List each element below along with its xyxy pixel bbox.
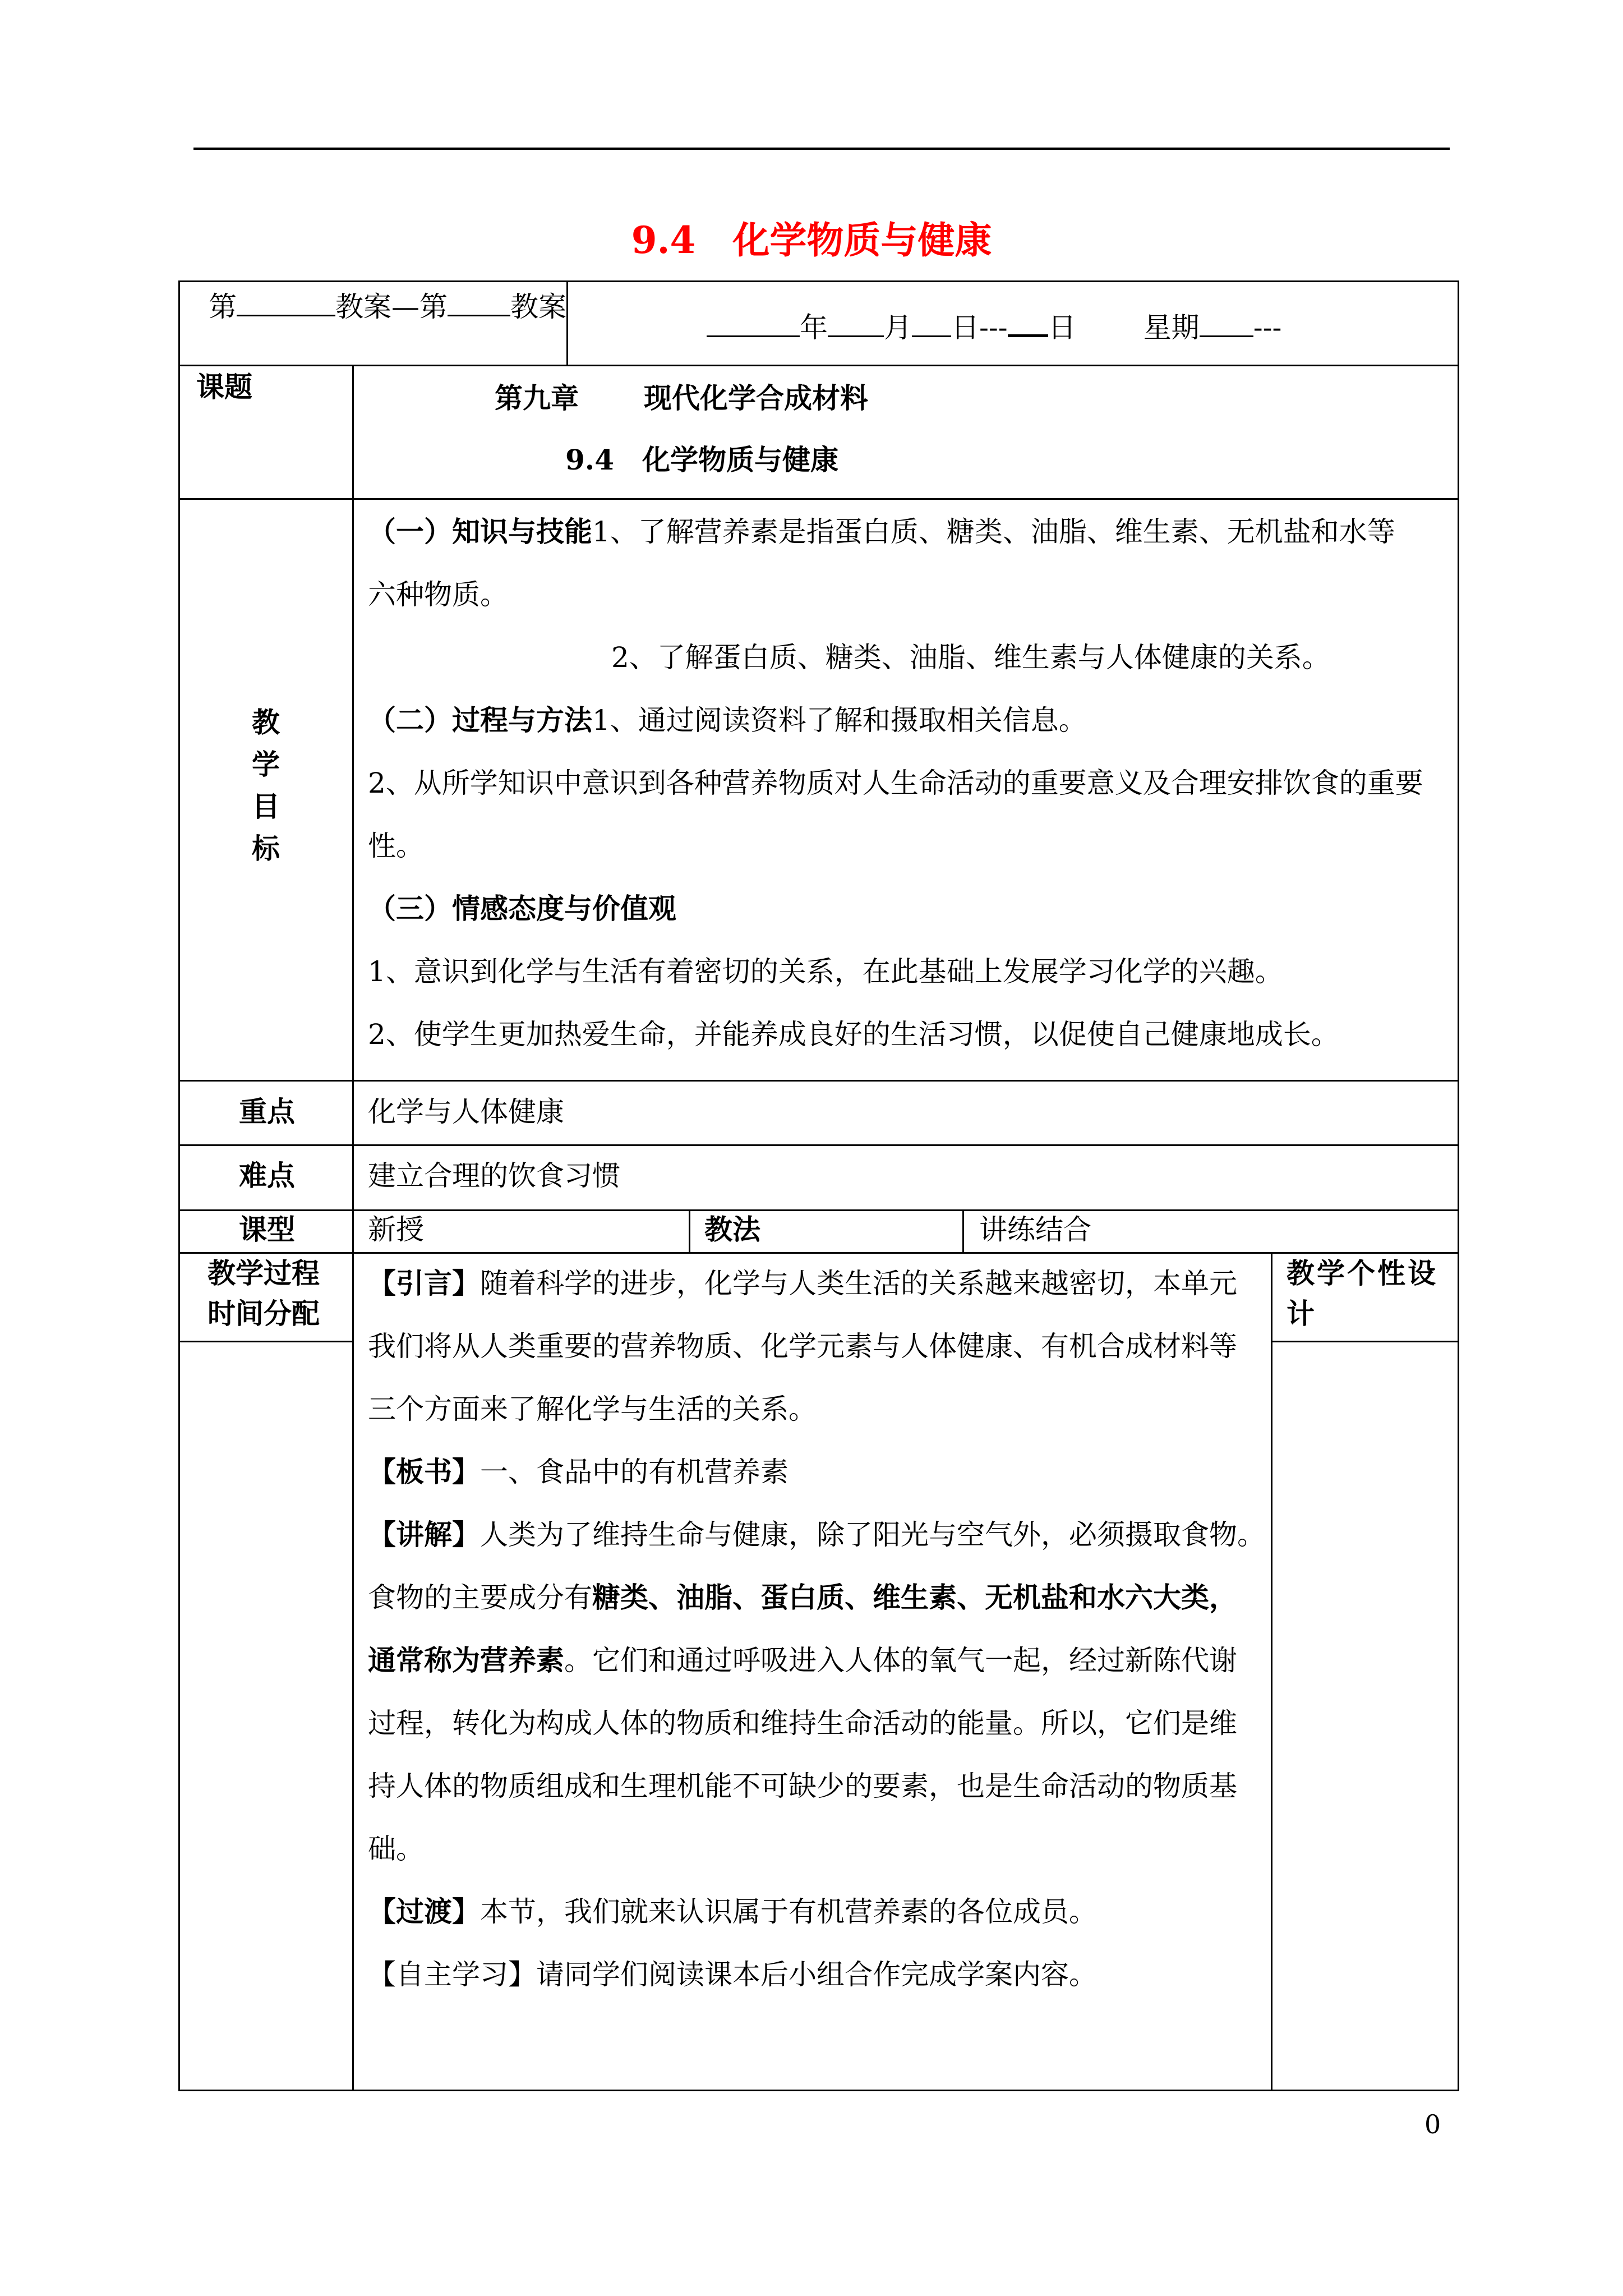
table-line bbox=[178, 498, 1459, 500]
process-time-header: 教学过程 bbox=[208, 1257, 320, 1290]
table-line bbox=[178, 1341, 353, 1342]
objectives-label-char: 目 bbox=[252, 790, 280, 823]
personal-design-header: 计 bbox=[1287, 1297, 1315, 1330]
objective-text: 六种物质。 bbox=[368, 578, 508, 611]
objective-text: 1、意识到化学与生活有着密切的关系，在此基础上发展学习化学的兴趣。 bbox=[368, 955, 1283, 988]
table-line bbox=[352, 365, 354, 2091]
explain-paragraph: 通常称为营养素。它们和通过呼吸进入人体的氧气一起，经过新陈代谢 bbox=[368, 1644, 1237, 1677]
teaching-method-label: 教法 bbox=[704, 1213, 760, 1246]
explain-paragraph: 础。 bbox=[368, 1833, 424, 1865]
teaching-method-value: 讲练结合 bbox=[979, 1213, 1091, 1246]
objectives-label-char: 教 bbox=[252, 706, 280, 739]
key-point-label: 重点 bbox=[239, 1095, 295, 1128]
date-field: 年 月 日--- 日 星期 --- bbox=[707, 307, 1281, 344]
table-line bbox=[1271, 1341, 1459, 1342]
explain-paragraph: 过程，转化为构成人体的物质和维持生命活动的能量。所以，它们是维 bbox=[368, 1707, 1237, 1740]
table-line bbox=[178, 1080, 1459, 1082]
table-line bbox=[178, 1209, 1459, 1211]
intro-paragraph: 我们将从人类重要的营养物质、化学元素与人体健康、有机合成材料等 bbox=[368, 1330, 1237, 1363]
table-line bbox=[178, 1252, 1459, 1254]
table-line bbox=[178, 1144, 1459, 1146]
transition-note: 【过渡】本节，我们就来认识属于有机营养素的各位成员。 bbox=[368, 1895, 1097, 1928]
objectives-label-char: 学 bbox=[252, 748, 280, 781]
lesson-type-value: 新授 bbox=[368, 1213, 424, 1246]
explain-paragraph: 【讲解】人类为了维持生命与健康，除了阳光与空气外，必须摄取食物。 bbox=[368, 1518, 1265, 1551]
objectives-label-char: 标 bbox=[252, 832, 280, 865]
self-study-note: 【自主学习】请同学们阅读课本后小组合作完成学案内容。 bbox=[368, 1958, 1097, 1991]
key-point-value: 化学与人体健康 bbox=[368, 1096, 564, 1128]
objective-text: 2、使学生更加热爱生命，并能养成良好的生活习惯，以促使自己健康地成长。 bbox=[368, 1018, 1339, 1051]
topic-section: 9.4 化学物质与健康 bbox=[565, 443, 838, 476]
table-line bbox=[689, 1209, 690, 1252]
intro-paragraph: 【引言】随着科学的进步，化学与人类生活的关系越来越密切，本单元 bbox=[368, 1267, 1237, 1300]
lesson-type-label: 课型 bbox=[239, 1213, 295, 1246]
process-time-header: 时间分配 bbox=[208, 1297, 320, 1330]
board-note: 【板书】一、食品中的有机营养素 bbox=[368, 1455, 789, 1488]
plan-number-field: 第 教案—第 教案 bbox=[209, 288, 566, 324]
objective-text: 2、了解蛋白质、糖类、油脂、维生素与人体健康的关系。 bbox=[611, 641, 1330, 674]
intro-paragraph: 三个方面来了解化学与生活的关系。 bbox=[368, 1393, 817, 1425]
table-line bbox=[178, 365, 1459, 366]
header-rule bbox=[193, 148, 1450, 150]
difficulty-value: 建立合理的饮食习惯 bbox=[368, 1159, 620, 1192]
table-line bbox=[1271, 1252, 1272, 2091]
topic-label: 课题 bbox=[196, 370, 252, 403]
topic-chapter: 第九章 现代化学合成材料 bbox=[495, 381, 868, 415]
personal-design-header: 教学个性设 bbox=[1287, 1257, 1438, 1290]
page-number: 0 bbox=[1424, 2109, 1441, 2139]
objective-text: 2、从所学知识中意识到各种营养物质对人生命活动的重要意义及合理安排饮食的重要 bbox=[368, 767, 1423, 799]
document-title: 9.4 化学物质与健康 bbox=[631, 218, 992, 262]
table-line bbox=[962, 1209, 964, 1252]
objective-knowledge: （一）知识与技能1、了解营养素是指蛋白质、糖类、油脂、维生素、无机盐和水等 bbox=[368, 515, 1395, 548]
objective-attitude-heading: （三）情感态度与价值观 bbox=[368, 892, 676, 925]
table-line bbox=[566, 280, 568, 365]
explain-paragraph: 持人体的物质组成和生理机能不可缺少的要素，也是生命活动的物质基 bbox=[368, 1770, 1237, 1802]
difficulty-label: 难点 bbox=[239, 1159, 295, 1192]
explain-paragraph: 食物的主要成分有糖类、油脂、蛋白质、维生素、无机盐和水六大类， bbox=[368, 1581, 1237, 1614]
objective-process: （二）过程与方法1、通过阅读资料了解和摄取相关信息。 bbox=[368, 703, 1087, 737]
objective-text: 性。 bbox=[368, 830, 424, 862]
